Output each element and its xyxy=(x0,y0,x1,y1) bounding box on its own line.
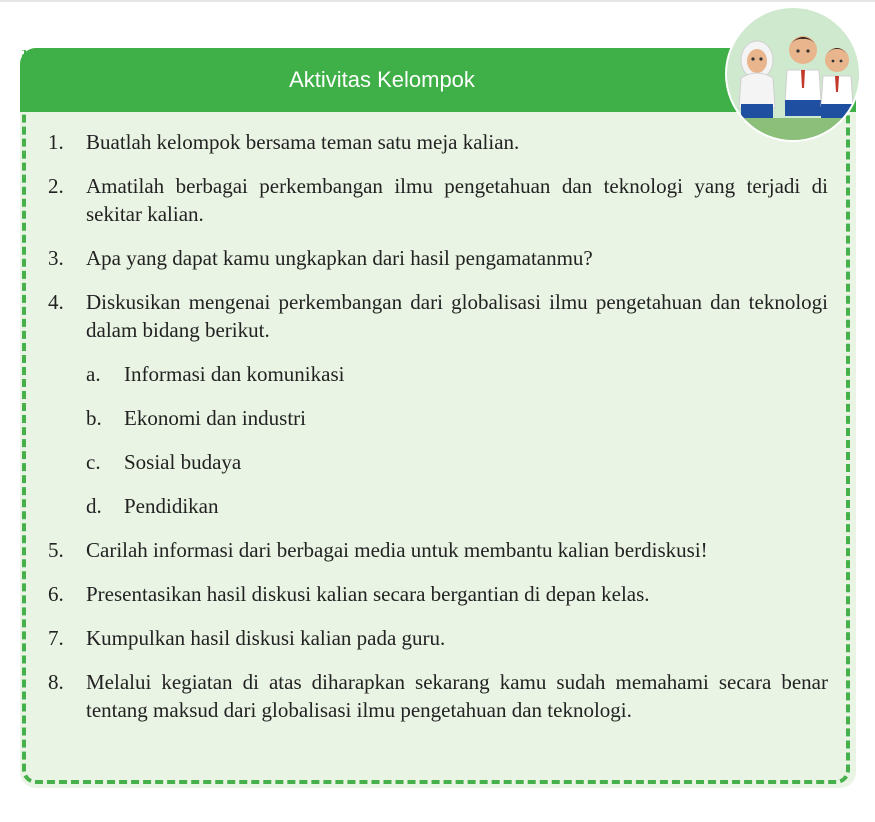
item-text: Apa yang dapat kamu ungkapkan dari hasil pengamatanmu? xyxy=(86,246,593,270)
item-text: Amatilah berbagai perkembangan ilmu pengetahuan dan teknologi yang terjadi di sekitar kalian. xyxy=(86,174,828,226)
list-item xyxy=(48,172,828,228)
students-illustration xyxy=(727,8,859,140)
sub-item-text: Informasi dan komunikasi xyxy=(124,362,345,386)
list-item xyxy=(48,288,828,344)
list-item xyxy=(48,128,828,156)
item-number: 3. xyxy=(48,246,64,270)
item-number: 6. xyxy=(48,582,64,606)
sub-item-letter: a. xyxy=(86,362,101,386)
item-number: 2. xyxy=(48,174,64,198)
item-number: 8. xyxy=(48,670,64,694)
sub-item xyxy=(48,448,828,476)
card-title: Aktivitas Kelompok xyxy=(289,67,475,92)
item-number: 7. xyxy=(48,626,64,650)
students-illustration-icon xyxy=(727,8,859,140)
sub-item-text: Pendidikan xyxy=(124,494,219,518)
item-text: Buatlah kelompok bersama teman satu meja kalian. xyxy=(86,130,520,154)
item-text: Kumpulkan hasil diskusi kalian pada guru. xyxy=(86,626,446,650)
list-item xyxy=(48,580,828,608)
item-text: Presentasikan hasil diskusi kalian secara bergantian di depan kelas. xyxy=(86,582,650,606)
top-rule xyxy=(0,0,875,2)
sub-item-letter: b. xyxy=(86,406,102,430)
item-number: 4. xyxy=(48,290,64,314)
sub-item-text: Sosial budaya xyxy=(124,450,242,474)
item-number: 5. xyxy=(48,538,64,562)
sub-item xyxy=(48,360,828,388)
activity-list xyxy=(48,128,828,740)
item-text: Carilah informasi dari berbagai media untuk membantu kalian berdiskusi! xyxy=(86,538,708,562)
list-item xyxy=(48,668,828,724)
sub-item-letter: d. xyxy=(86,494,102,518)
item-text: Melalui kegiatan di atas diharapkan sekarang kamu sudah memahami secara benar tentang maksud dari globalisasi ilmu pengetahuan dan teknologi. xyxy=(86,670,828,722)
sub-item xyxy=(48,492,828,520)
item-text: Diskusikan mengenai perkembangan dari globalisasi ilmu pengetahuan dan teknologi dalam bidang berikut. xyxy=(86,290,828,342)
item-number: 1. xyxy=(48,130,64,154)
list-item xyxy=(48,624,828,652)
sub-item-text: Ekonomi dan industri xyxy=(124,406,306,430)
list-item xyxy=(48,244,828,272)
sub-item-letter: c. xyxy=(86,450,101,474)
sub-item xyxy=(48,404,828,432)
list-item xyxy=(48,536,828,564)
